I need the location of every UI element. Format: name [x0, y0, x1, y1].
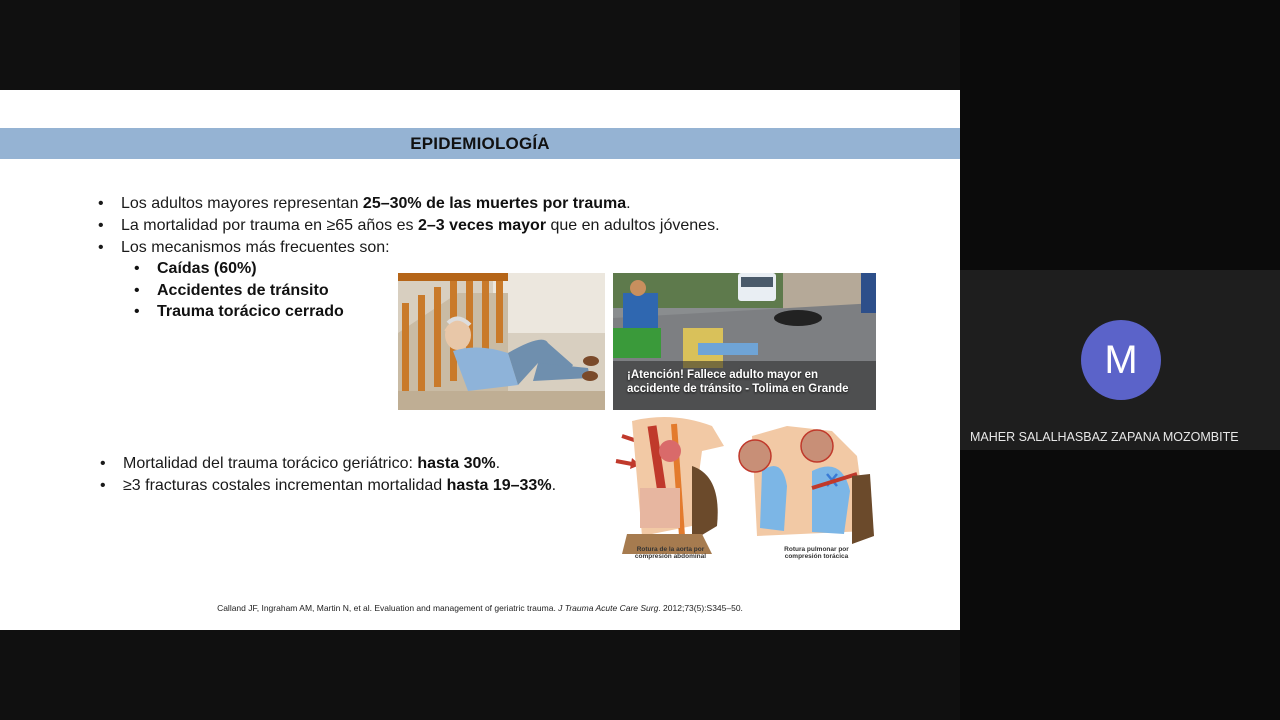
main-bullets [98, 193, 720, 259]
diagram-label: Rotura de la aorta por compresión abdominal [634, 546, 707, 560]
mechanism-item: • Caídas (60%) [134, 258, 344, 280]
news-caption: ¡Atención! Fallece adulto mayor en accidente de tránsito - Tolima en Grande [627, 369, 849, 395]
participant-avatar: M [1081, 320, 1161, 400]
slide-title: EPIDEMIOLOGÍA [410, 134, 550, 153]
trauma-diagram [612, 416, 880, 564]
bullet-item: • Los mecanismos más frecuentes son: [98, 237, 720, 259]
fall-photo [398, 273, 605, 410]
participant-name: MAHER SALALHASBAZ ZAPANA MOZOMBITE [970, 430, 1239, 444]
bullet-item: • Mortalidad del trauma torácico geriátrico: hasta 30%. [100, 453, 556, 475]
participant-tile[interactable] [960, 270, 1280, 450]
bullet-item: • La mortalidad por trauma en ≥65 años es 2–3 veces mayor que en adultos jóvenes. [98, 215, 720, 237]
accident-photo [613, 273, 876, 410]
presentation-slide [0, 90, 960, 630]
thoracic-bullets [100, 453, 556, 497]
bullet-item: • Los adultos mayores representan 25–30% de las muertes por trauma. [98, 193, 720, 215]
title-band [0, 128, 960, 159]
diagram-label: Rotura pulmonar por compresión torácica [784, 546, 849, 560]
reference-citation: Calland JF, Ingraham AM, Martin N, et al. Evaluation and management of geriatric trauma. J Trauma Acute Care Surg. 2012;73(5):S345–50. [217, 603, 743, 613]
bullet-item: • ≥3 fracturas costales incrementan mortalidad hasta 19–33%. [100, 475, 556, 497]
mechanism-list [134, 258, 344, 323]
mechanism-item: • Trauma torácico cerrado [134, 301, 344, 323]
mechanism-item: • Accidentes de tránsito [134, 280, 344, 302]
